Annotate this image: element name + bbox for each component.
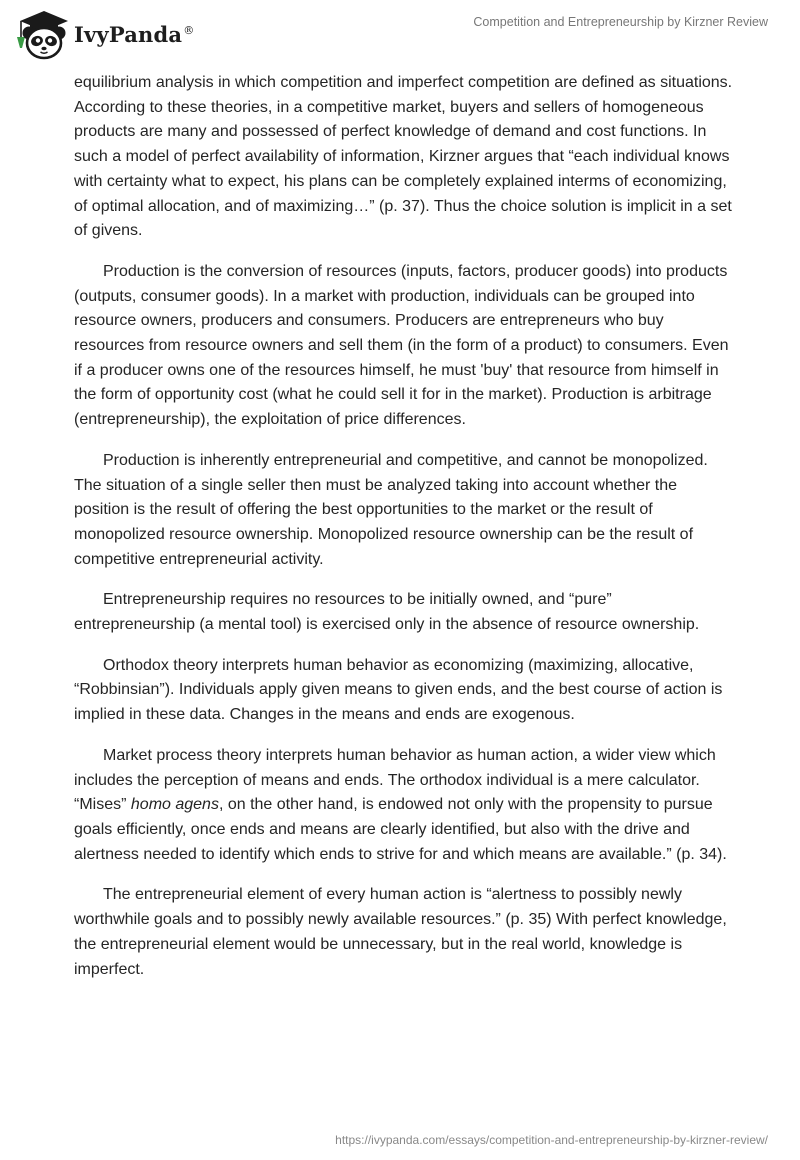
brand-logo[interactable] [14, 8, 194, 60]
paragraph: Production is the conversion of resources (inputs, factors, producer goods) into products (outputs, consumer goods). In a market with production, individuals can be grouped into resource owners, producers and consumers. Producers are entrepreneurs who buy resources from resource owners and sell them (in the form of a product) to consumers. Even if a producer owns one of the resources himself, he must 'buy' that resource from himself in the form of opportunity cost (what he could sell it for in the market). Production is arbitrage (entrepreneurship), the exploitation of price differences. [74, 262, 729, 429]
page-header [0, 0, 800, 70]
paragraph: Production is inherently entrepreneurial and competitive, and cannot be monopolized. The situation of a single seller then must be analyzed taking into account whether the position is the result of offering the best opportunities to the market or the result of monopolized resource ownership. Monopolized resource ownership can be the result of competitive entrepreneurial activity. [74, 451, 708, 568]
essay-body [74, 71, 734, 998]
paragraph: Entrepreneurship requires no resources to be initially owned, and “pure” entrepreneurship (a mental tool) is exercised only in the absence of resource ownership. [74, 591, 700, 634]
brand-name: IvyPanda® [74, 21, 195, 47]
document-title: Competition and Entrepreneurship by Kirzner Review [473, 15, 768, 29]
source-url[interactable]: https://ivypanda.com/essays/competition-and-entrepreneurship-by-kirzner-review/ [335, 1133, 768, 1147]
paragraph: The entrepreneurial element of every human action is “alertness to possibly newly worthwhile goals and to possibly newly available resources.” (p. 35) With perfect knowledge, the entrepreneurial element would be unnecessary, but in the real world, knowledge is imperfect. [74, 886, 727, 978]
paragraph: equilibrium analysis in which competition and imperfect competition are defined as situations. According to these theories, in a competitive market, buyers and sellers of homogeneous products are many and possessed of perfect knowledge of demand and cost functions. In such a model of perfect availability of information, Kirzner argues that “each individual knows with certainty what to expect, his plans can be completely explained interms of economizing, of optimal allocation, and of maximizing…” (p. 37). Thus the choice solution is implicit in a set of givens. [74, 74, 733, 240]
paragraph: Orthodox theory interprets human behavior as economizing (maximizing, allocative, “Robbinsian”). Individuals apply given means to given ends, and the best course of action is implied in these data. Changes in the means and ends are exogenous. [74, 656, 723, 724]
paragraph: Market process theory interprets human behavior as human action, a wider view which includes the perception of means and ends. The orthodox individual is a mere calculator. “Mises” homo agens, on the other hand, is endowed not only with the propensity to pursue goals efficiently, once ends and means are clearly identified, but also with the drive and alertness needed to identify which ends to strive for and which means are available.” (p. 34). [74, 746, 727, 863]
italic-term: homo agens [130, 796, 219, 814]
panda-graduate-logo-icon [14, 8, 70, 60]
